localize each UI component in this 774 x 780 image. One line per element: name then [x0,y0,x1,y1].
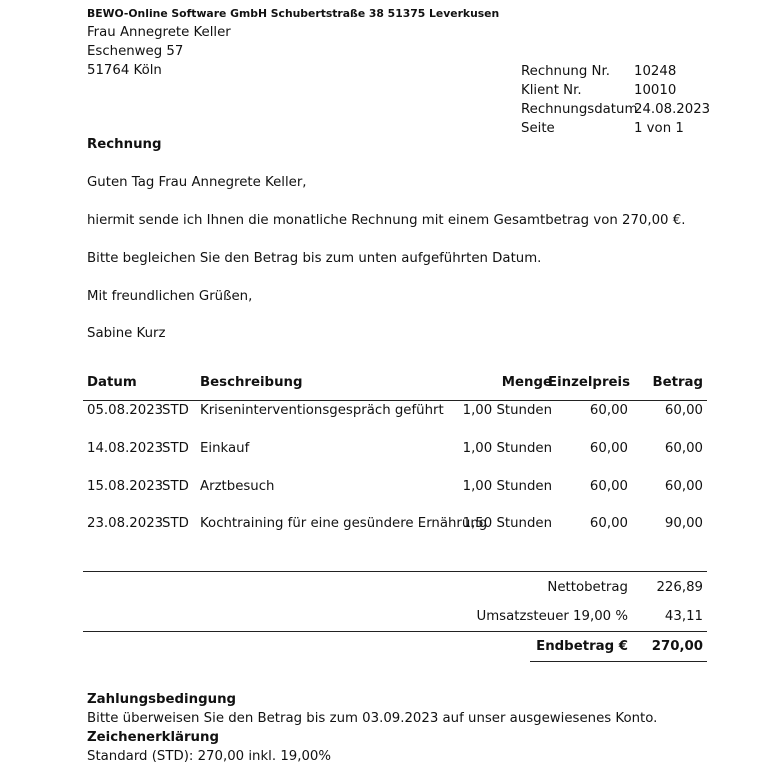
cell-menge: 1,50 Stunden [462,516,552,531]
cell-betrag: 60,00 [664,479,703,494]
cell-betrag: 60,00 [664,441,703,456]
col-header-menge: Menge [501,375,552,390]
cell-beschreibung: Einkauf [200,441,250,456]
sender-line: BEWO-Online Software GmbH Schubertstraße 38 51375 Leverkusen [87,7,500,20]
cell-menge: 1,00 Stunden [462,479,552,494]
meta-label: Rechnungsdatum [521,102,638,117]
meta-value: 24.08.2023 [634,102,711,117]
meta-value: 1 von 1 [634,121,684,136]
cell-einzelpreis: 60,00 [589,441,628,456]
recipient-city: 51764 Köln [87,63,162,78]
cell-betrag: 60,00 [664,403,703,418]
cell-datum: 23.08.2023 [87,516,164,531]
col-header-beschreibung: Beschreibung [200,375,303,390]
netto-label: Nettobetrag [547,580,628,595]
meta-value: 10248 [634,64,677,79]
payment-text: Bitte überweisen Sie den Betrag bis zum 03.09.2023 auf unser ausgewiesenes Konto. [87,711,658,726]
cell-beschreibung: Arztbesuch [200,479,275,494]
ust-label: Umsatzsteuer 19,00 % [476,609,628,624]
recipient-street: Eschenweg 57 [87,44,184,59]
totals-divider-bottom [83,631,707,632]
legend-text: Standard (STD): 270,00 inkl. 19,00% [87,749,332,764]
cell-datum: 15.08.2023 [87,479,164,494]
cell-beschreibung: Kriseninterventionsgespräch geführt [200,403,444,418]
legend-heading: Zeichenerklärung [87,730,220,745]
meta-label: Rechnung Nr. [521,64,610,79]
cell-code: STD [162,479,189,494]
cell-code: STD [162,403,189,418]
totals-divider-top [83,571,707,572]
col-header-datum: Datum [87,375,137,390]
cell-beschreibung: Kochtraining für eine gesündere Ernährung [200,516,488,531]
meta-label: Klient Nr. [521,83,582,98]
document-title: Rechnung [87,137,162,152]
end-label: Endbetrag € [536,639,628,654]
cell-code: STD [162,441,189,456]
letter-signature: Sabine Kurz [87,326,166,341]
meta-value: 10010 [634,83,677,98]
col-header-betrag: Betrag [652,375,703,390]
letter-body-line-2: Bitte begleichen Sie den Betrag bis zum unten aufgeführten Datum. [87,251,542,266]
meta-label: Seite [521,121,555,136]
cell-einzelpreis: 60,00 [589,516,628,531]
recipient-name: Frau Annegrete Keller [87,25,231,40]
cell-einzelpreis: 60,00 [589,479,628,494]
col-header-einzelpreis: Einzelpreis [548,375,630,390]
letter-greeting: Guten Tag Frau Annegrete Keller, [87,175,307,190]
ust-value: 43,11 [664,609,703,624]
cell-einzelpreis: 60,00 [589,403,628,418]
cell-code: STD [162,516,189,531]
payment-heading: Zahlungsbedingung [87,692,237,707]
end-value: 270,00 [651,639,703,654]
letter-body-line-1: hiermit sende ich Ihnen die monatliche Rechnung mit einem Gesamtbetrag von 270,00 €. [87,213,686,228]
end-underline [530,661,707,662]
cell-datum: 05.08.2023 [87,403,164,418]
cell-menge: 1,00 Stunden [462,403,552,418]
netto-value: 226,89 [656,580,703,595]
cell-menge: 1,00 Stunden [462,441,552,456]
letter-closing: Mit freundlichen Grüßen, [87,289,253,304]
cell-betrag: 90,00 [664,516,703,531]
cell-datum: 14.08.2023 [87,441,164,456]
